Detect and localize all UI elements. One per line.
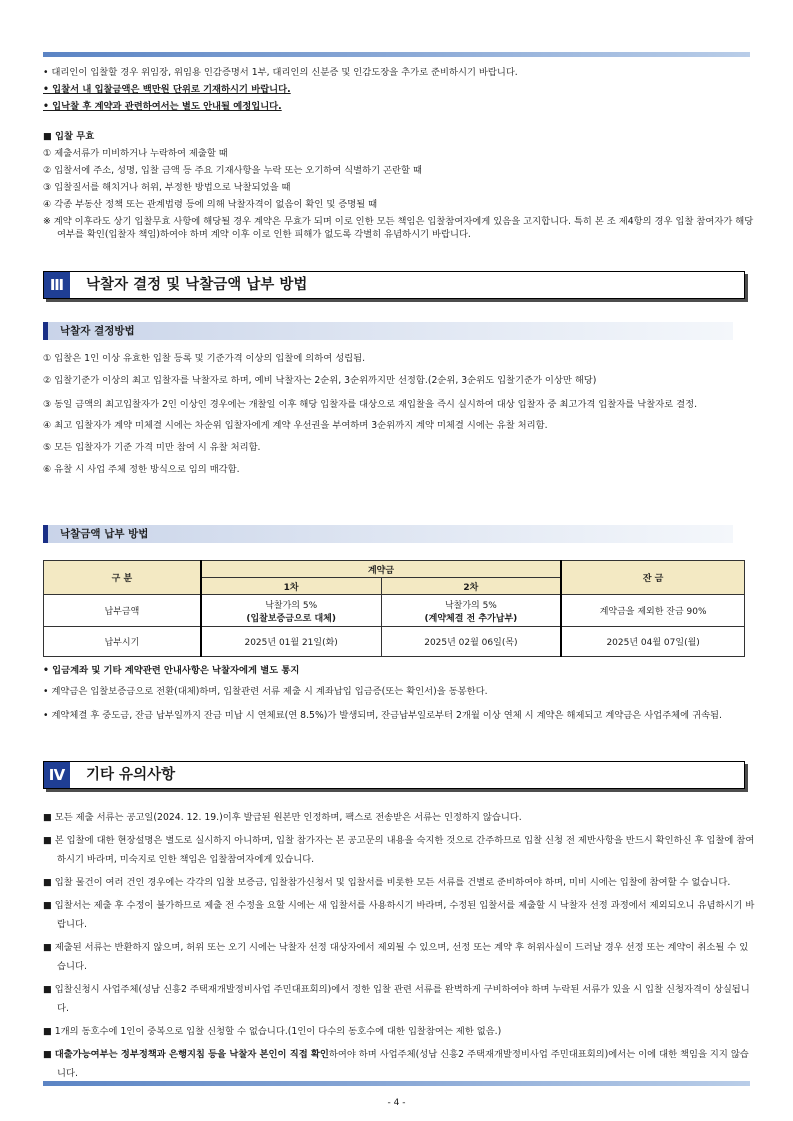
decision-item: ⑤ 모든 입찰자가 기준 가격 미만 참여 시 유찰 처리함. [43, 442, 261, 453]
header-category: 구 분 [44, 561, 201, 595]
cell-balance-amount: 계약금을 제외한 잔금 90% [561, 595, 744, 627]
notice-item: ■ 입찰서는 제출 후 수정이 불가하므로 제출 전 수정을 요할 시에는 새 입찰서를 사용하시기 바라며, 수정된 입찰서를 제출할 시 낙찰자 선정 과정에서 제외되오니 유념하시기 바랍니다. [43, 900, 755, 930]
payment-note: • 계약금은 입찰보증금으로 전환(대체)하며, 입찰관련 서류 제출 시 계좌납입 입금증(또는 확인서)을 동봉한다. [43, 686, 488, 697]
notice-item: ■ 모든 제출 서류는 공고일(2024. 12. 19.)이후 발급된 원본만 인정하며, 팩스로 전송받은 서류는 인정하지 않습니다. [43, 812, 522, 823]
winner-decision-list [43, 352, 755, 485]
payment-note: • 입금계좌 및 기타 계약관련 안내사항은 낙찰자에게 별도 통지 [43, 665, 300, 676]
invalid-item: ① 제출서류가 미비하거나 누락하여 제출할 때 [43, 148, 228, 159]
first-amount-note: (입찰보증금으로 대체) [246, 613, 336, 624]
cell-second-date: 2025년 02월 06일(목) [381, 627, 561, 657]
payment-table [43, 560, 745, 657]
invalid-item: ④ 각종 부동산 정책 또는 관계법령 등에 의해 낙찰자격이 없음이 확인 및 증명될 때 [43, 199, 378, 210]
notice-item: ■ 본 입찰에 대한 현장설명은 별도로 실시하지 아니하며, 입찰 참가자는 본 공고문의 내용을 숙지한 것으로 간주하므로 입찰 신청 전 제반사항을 반드시 확인하신 후 입찰에 참여하시기 바라며, 미숙지로 인한 책임은 입찰참여자에게 있습니다. [43, 835, 755, 865]
invalid-heading: ■ 입찰 무효 [43, 131, 95, 142]
payment-note: • 계약체결 후 중도금, 잔금 납부일까지 잔금 미납 시 연체료(연 8.5%)가 발생되며, 잔금납부일로부터 2개월 이상 연체 시 계약은 해제되고 계약금은 사업주체에 귀속됨. [43, 710, 722, 721]
loan-rest-text: 하여야 하며 사업주체(성남 신흥2 주택재개발정비사업 주민대표회의)에서는 이에 대한 책임을 지지 않습니다. [57, 1049, 749, 1079]
invalid-item: ② 입찰서에 주소, 성명, 입찰 금액 등 주요 기재사항을 누락 또는 오기하여 식별하기 곤란할 때 [43, 165, 422, 176]
notice-item: ■ 입찰신청시 사업주체(성남 신흥2 주택재개발정비사업 주민대표회의)에서 정한 입찰 관련 서류를 완벽하게 구비하여야 하며 누락된 서류가 있을 시 입찰 신청자격이 상실됩니다. [43, 984, 750, 1014]
notice-list [43, 808, 755, 1087]
notice-item: ■ 제출된 서류는 반환하지 않으며, 허위 또는 오기 시에는 낙찰자 선정 대상자에서 제외될 수 있으며, 선정 또는 계약 후 허위사실이 드러날 경우 선정 또는 계약이 취소될 수 있습니다. [43, 942, 749, 972]
decision-item: ⑥ 유찰 시 사업 주체 정한 방식으로 임의 매각함. [43, 464, 240, 475]
page-number: - 4 - [387, 1098, 406, 1108]
invalid-item: ③ 입찰질서를 해치거나 허위, 부정한 방법으로 낙찰되었을 때 [43, 182, 291, 193]
second-amount-main: 낙찰가의 5% [444, 600, 497, 611]
section-4-header [43, 761, 745, 789]
header-first: 1차 [201, 578, 381, 595]
decision-item: ② 입찰기준가 이상의 최고 입찰자를 낙찰자로 하며, 예비 낙찰자는 2순위, 3순위까지만 선정함.(2순위, 3순위도 입찰기준가 이상만 해당) [43, 375, 597, 386]
decision-item: ① 입찰은 1인 이상 유효한 입찰 등록 및 기준가격 이상의 입찰에 의하여 성립됨. [43, 353, 366, 364]
row-label-date: 납부시기 [44, 627, 201, 657]
section-title: 기타 유의사항 [86, 767, 176, 783]
top-rule [43, 52, 750, 57]
subheading-label: 낙찰자 결정방법 [60, 325, 135, 337]
section-3-header [43, 271, 745, 299]
loan-bold-text: 대출가능여부는 정부정책과 은행지침 등을 낙찰자 본인이 직접 확인 [54, 1049, 329, 1060]
subheading-label: 낙찰금액 납부 방법 [60, 528, 149, 540]
subheading-winner-decision [43, 322, 733, 340]
notice-item: ■ 입찰 물건이 여러 건인 경우에는 각각의 입찰 보증금, 입찰참가신청서 및 입찰서를 비롯한 모든 서류를 건별로 준비하여야 하며, 미비 시에는 입찰에 참여할 수 없습니다. [43, 877, 731, 888]
second-amount-note: (계약체결 전 추가납부) [424, 613, 518, 624]
section-number: Ⅳ [44, 762, 70, 788]
invalid-note: ※ 계약 이후라도 상기 입찰무효 사항에 해당될 경우 계약은 무효가 되며 이로 인한 모든 책임은 입찰참여자에게 있음을 고지합니다. 특히 본 조 제4항의 경우 입찰 참여자가 해당여부를 확인(입찰자 책임)하여야 하며 계약 이후 이로 인한 피해가 없도록 각별히 유념하시기 바랍니다. [43, 216, 754, 240]
bottom-rule [43, 1081, 750, 1086]
subheading-payment-method [43, 525, 733, 543]
header-second: 2차 [381, 578, 561, 595]
note-proxy: • 대리인이 입찰할 경우 위임장, 위임용 인감증명서 1부, 대리인의 신분증 및 인감도장을 추가로 준비하시기 바랍니다. [43, 67, 518, 78]
section-title: 낙찰자 결정 및 낙찰금액 납부 방법 [86, 277, 308, 293]
header-contract: 계약금 [201, 561, 561, 578]
cell-first-amount [201, 595, 381, 627]
notice-item: ■ 1개의 동호수에 1인이 중복으로 입찰 신청할 수 없습니다.(1인이 다수의 동호수에 대한 입찰참여는 제한 없음.) [43, 1026, 502, 1037]
header-balance: 잔 금 [561, 561, 744, 595]
decision-item: ③ 동일 금액의 최고입찰자가 2인 이상인 경우에는 개찰일 이후 해당 입찰자를 대상으로 재입찰을 즉시 실시하여 대상 입찰자 중 최고가격 입찰자를 낙찰자로 결정. [43, 399, 698, 410]
note-bid-unit: • 입찰서 내 입찰금액은 백만원 단위로 기재하시기 바랍니다. [43, 84, 291, 95]
section-number: Ⅲ [44, 272, 70, 298]
invalid-bid-section [43, 130, 755, 245]
cell-balance-date: 2025년 04월 07일(월) [561, 627, 744, 657]
decision-item: ④ 최고 입찰자가 계약 미체결 시에는 차순위 입찰자에게 계약 우선권을 부여하며 3순위까지 계약 미체결 시에는 유찰 처리함. [43, 420, 548, 431]
note-contract: • 입낙찰 후 계약과 관련하여서는 별도 안내될 예정입니다. [43, 101, 282, 112]
top-notes [43, 66, 755, 117]
cell-first-date: 2025년 01월 21일(화) [201, 627, 381, 657]
payment-notes [43, 664, 755, 729]
notice-item-loan [43, 1045, 755, 1083]
row-label-amount: 납부금액 [44, 595, 201, 627]
cell-second-amount [381, 595, 561, 627]
loan-bullet: ■ [43, 1049, 55, 1060]
first-amount-main: 낙찰가의 5% [265, 600, 318, 611]
